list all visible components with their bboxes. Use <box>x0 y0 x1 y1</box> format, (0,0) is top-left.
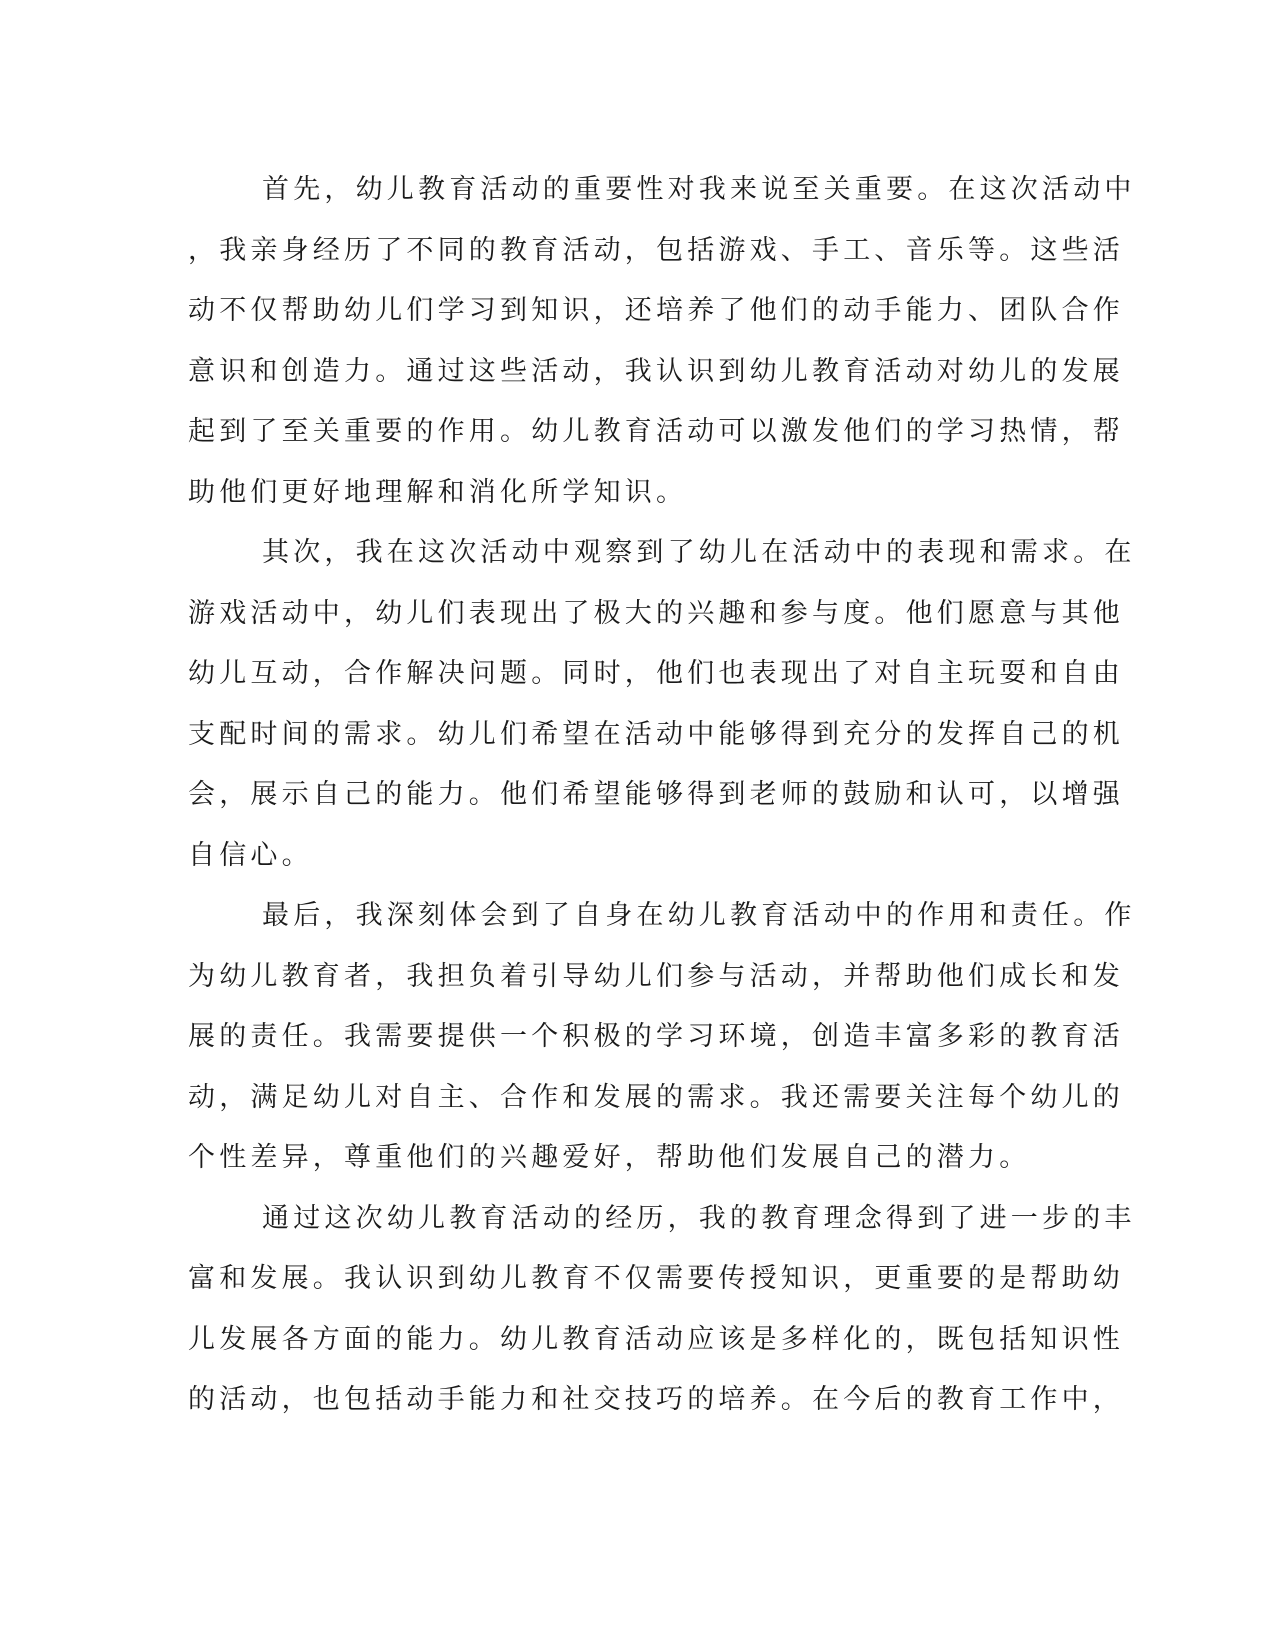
paragraph-1-line-2: ，我亲身经历了不同的教育活动，包括游戏、手工、音乐等。这些活 <box>188 234 1124 266</box>
paragraph-3-line-4: 动，满足幼儿对自主、合作和发展的需求。我还需要关注每个幼儿的 <box>188 1081 1124 1113</box>
paragraph-2-line-2: 游戏活动中，幼儿们表现出了极大的兴趣和参与度。他们愿意与其他 <box>188 597 1124 629</box>
paragraph-1-line-6: 助他们更好地理解和消化所学知识。 <box>188 476 688 508</box>
paragraph-1-line-5: 起到了至关重要的作用。幼儿教育活动可以激发他们的学习热情，帮 <box>188 416 1124 447</box>
paragraph-4-line-3: 儿发展各方面的能力。幼儿教育活动应该是多样化的，既包括知识性 <box>188 1323 1124 1355</box>
paragraph-3-line-5: 个性差异，尊重他们的兴趣爱好，帮助他们发展自己的潜力。 <box>188 1142 1031 1173</box>
paragraph-2-line-3: 幼儿互动，合作解决问题。同时，他们也表现出了对自主玩耍和自由 <box>188 658 1124 689</box>
paragraph-2-line-4: 支配时间的需求。幼儿们希望在活动中能够得到充分的发挥自己的机 <box>188 718 1124 750</box>
paragraph-1-line-1: 首先，幼儿教育活动的重要性对我来说至关重要。在这次活动中 <box>262 174 1136 205</box>
paragraph-3-line-2: 为幼儿教育者，我担负着引导幼儿们参与活动，并帮助他们成长和发 <box>188 960 1124 992</box>
paragraph-1-line-3: 动不仅帮助幼儿们学习到知识，还培养了他们的动手能力、团队合作 <box>188 295 1124 326</box>
paragraph-2-line-5: 会，展示自己的能力。他们希望能够得到老师的鼓励和认可，以增强 <box>188 779 1124 810</box>
paragraph-3-line-3: 展的责任。我需要提供一个积极的学习环境，创造丰富多彩的教育活 <box>188 1021 1124 1052</box>
paragraph-2-line-1: 其次，我在这次活动中观察到了幼儿在活动中的表现和需求。在 <box>262 537 1136 568</box>
paragraph-3-line-1: 最后，我深刻体会到了自身在幼儿教育活动中的作用和责任。作 <box>262 900 1136 931</box>
paragraph-4-line-4: 的活动，也包括动手能力和社交技巧的培养。在今后的教育工作中， <box>188 1384 1124 1415</box>
paragraph-1-line-4: 意识和创造力。通过这些活动，我认识到幼儿教育活动对幼儿的发展 <box>188 355 1124 387</box>
document-body <box>188 160 1136 1431</box>
paragraph-2-line-6: 自信心。 <box>188 839 313 871</box>
paragraph-4-line-1: 通过这次幼儿教育活动的经历，我的教育理念得到了进一步的丰 <box>262 1202 1136 1234</box>
paragraph-4-line-2: 富和发展。我认识到幼儿教育不仅需要传授知识，更重要的是帮助幼 <box>188 1263 1124 1294</box>
